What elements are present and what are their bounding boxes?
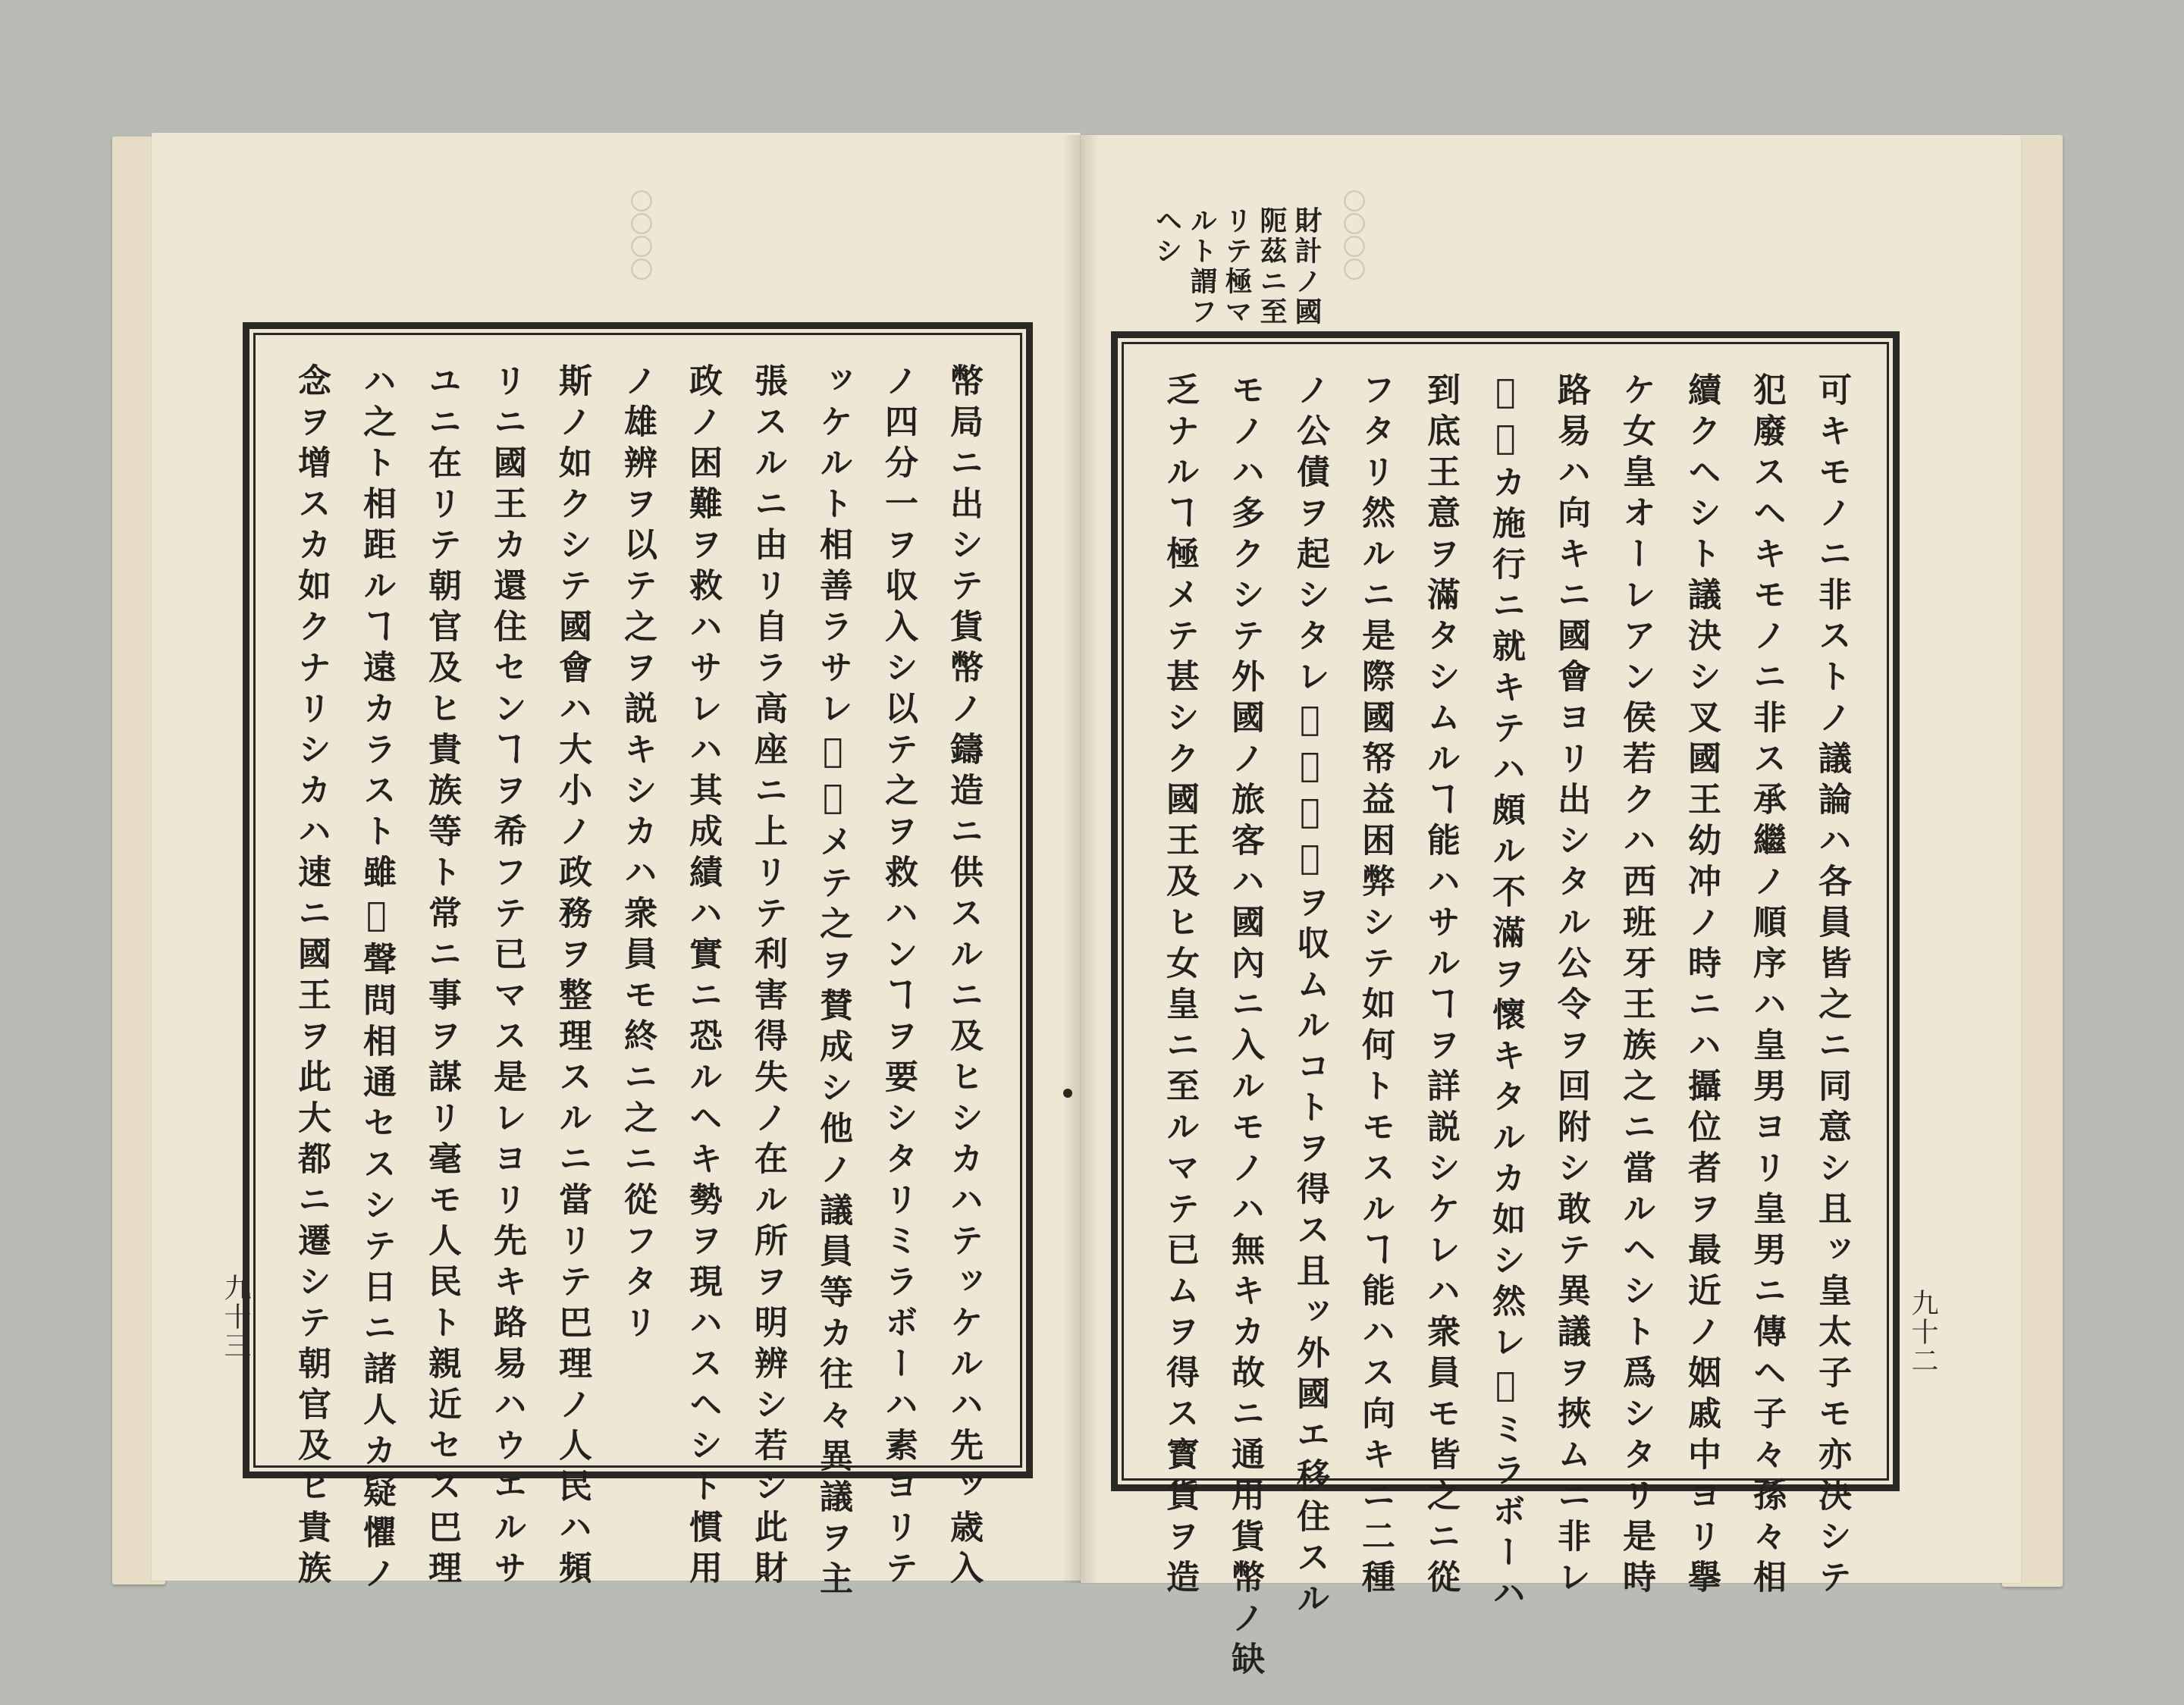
book-gutter [1062, 135, 1100, 1583]
right-text-column: 乏ナルヿ極メテ甚シク國王及ヒ女皇ニ至ルマテ已ムヲ得ス寳貨ヲ造 [1160, 372, 1199, 1600]
left-text-column: ハ之ト相距ルヿ遠カラスト雖𪜈聲問相通セスシテ日ニ諸人カ疑懼ノ [357, 363, 396, 1597]
left-text-columns [249, 329, 1026, 1602]
right-text-column: 到底王意ヲ滿タシムルヿ能ハサルヿヲ詳説シケレハ衆員モ皆之ニ從 [1421, 372, 1460, 1600]
left-text-column: ノ四分一ヲ収入シ以テ之ヲ救ハンヿヲ要シタリミラボーハ素ヨリテ [879, 363, 918, 1591]
show-through-left: 〇〇〇〇 [626, 190, 652, 281]
right-text-columns [1118, 338, 1893, 1682]
right-text-column: フタリ然ルニ是際國帑益困弊シテ如何トモスルヿ能ハス向キニ二種 [1356, 372, 1395, 1600]
left-text-frame [243, 322, 1033, 1602]
right-text-column: 犯廢スヘキモノニ非ス承繼ノ順序ハ皇男ヨリ皇男ニ傳ヘ子々孫々相 [1747, 372, 1786, 1600]
left-text-column: 斯ノ如クシテ國會ハ大小ノ政務ヲ整理スルニ當リテ巴理ノ人民ハ頻 [553, 363, 592, 1591]
marginal-note-line: リテ極マ [1221, 206, 1253, 328]
left-text-column: 念ヲ增スカ如クナリシカハ速ニ國王ヲ此大都ニ遷シテ朝官及ヒ貴族 [292, 363, 331, 1591]
right-text-column: 𪜈之カ施行ニ就キテハ頗ル不滿ヲ懷キタルカ如シ然レ𪜈ミラボーハ [1486, 372, 1525, 1616]
right-text-column: ノ公債ヲ起シタレ𪜈好成績ヲ収ムルコトヲ得ス且ッ外國エ移住スル [1291, 372, 1329, 1622]
show-through-right: 〇〇〇〇 [1338, 190, 1365, 281]
left-text-column: 張スルニ由リ自ラ高座ニ上リテ利害得失ノ在ル所ヲ明辨シ若シ此財 [748, 363, 787, 1591]
left-text-column: ノ雄辨ヲ以テ之ヲ説キシカハ衆員モ終ニ之ニ從フタリ [618, 363, 657, 1346]
binding-hole [1063, 1089, 1072, 1098]
left-text-column: リニ國王カ還住センヿヲ希フテ已マス是レヨリ先キ路易ハウエルサ [488, 363, 526, 1591]
right-text-frame [1111, 331, 1900, 1682]
right-page-number: 九十二 [1907, 1289, 1938, 1375]
left-text-column: ユニ在リテ朝官及ヒ貴族等ト常ニ事ヲ謀リ毫モ人民ト親近セス巴理 [422, 363, 461, 1591]
left-page-number: 九十三 [220, 1274, 251, 1360]
right-text-column: 路易ハ向キニ國會ヨリ出シタル公令ヲ回附シ敢テ異議ヲ挾ムニ非レ [1552, 372, 1590, 1600]
left-text-column: 政ノ困難ヲ救ハサレハ其成績ハ實ニ恐ルヘキ勢ヲ現ハスヘシト慣用 [683, 363, 722, 1591]
right-text-column: モノハ多クシテ外國ノ旅客ハ國內ニ入ルモノハ無キカ故ニ通用貨幣ノ缺 [1225, 372, 1264, 1682]
left-text-column: ッケルト相善ラサレ𪜈力メテ之ヲ賛成シ他ノ議員等カ往々異議ヲ主 [814, 363, 852, 1602]
right-text-column: ケ女皇オーレアン侯若クハ西班牙王族之ニ當ルヘシト爲シタリ是時 [1617, 372, 1655, 1600]
right-text-column: 續クヘシト議決シ叉國王幼冲ノ時ニハ攝位者ヲ最近ノ姻戚中ヨリ擧 [1682, 372, 1721, 1600]
marginal-note-line: 財計ノ國 [1291, 206, 1323, 328]
marginal-note-line: 阨茲ニ至 [1256, 206, 1288, 328]
marginal-note-line: ルト謂フ [1186, 206, 1218, 328]
right-text-column: 可キモノニ非ストノ議論ハ各員皆之ニ同意シ且ッ皇太子モ亦決シテ [1812, 372, 1851, 1600]
marginal-note-line: ヘシ [1151, 206, 1183, 267]
left-text-column: 幣局ニ出シテ貨幣ノ鑄造ニ供スルニ及ヒシカハテッケルハ先ッ歳入 [944, 363, 983, 1591]
